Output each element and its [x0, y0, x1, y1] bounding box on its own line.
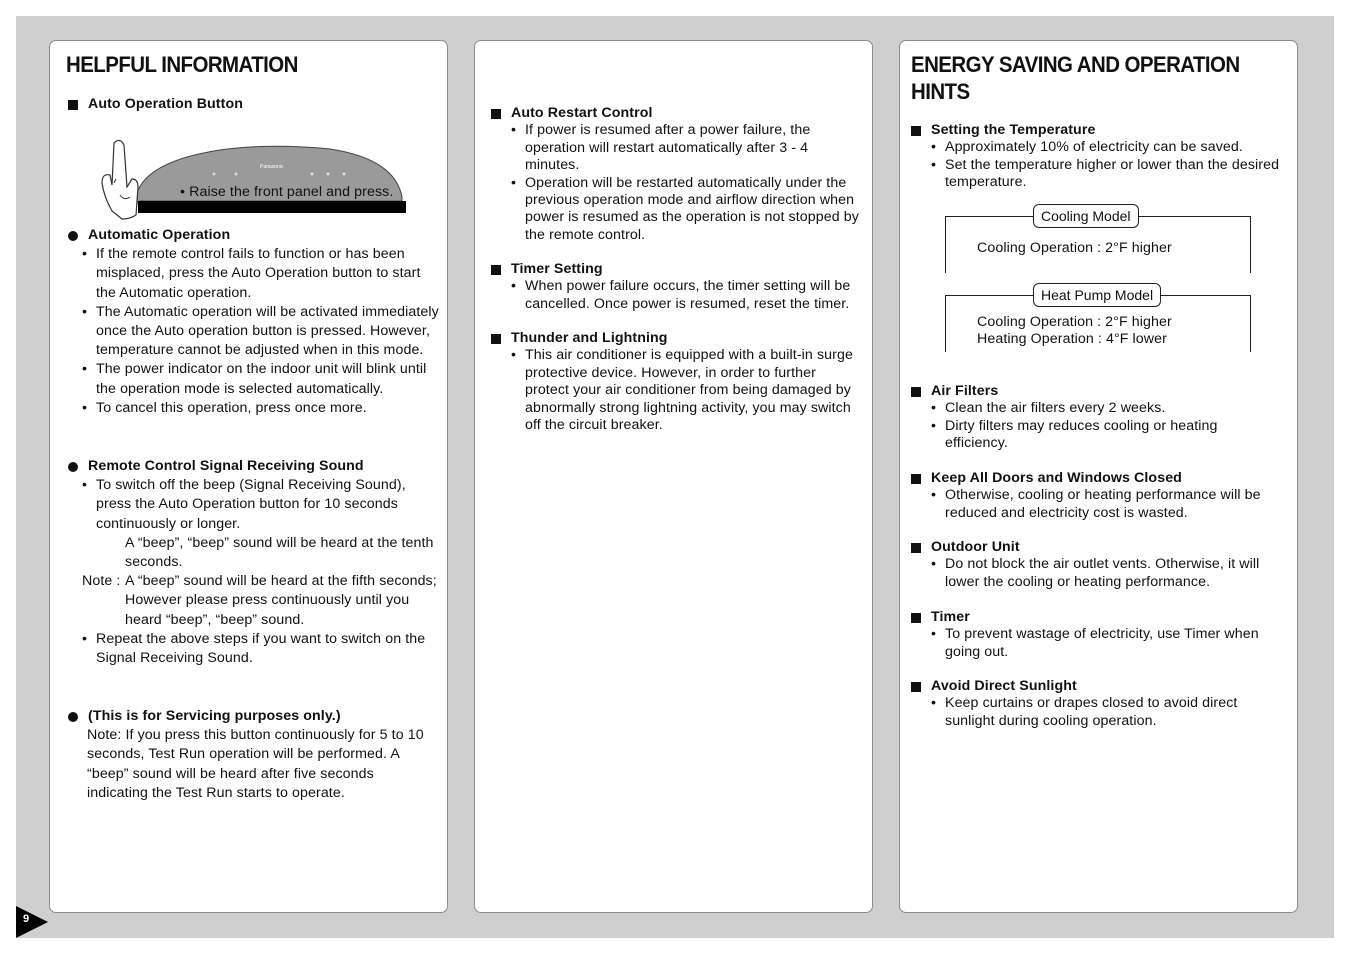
list-item: • Dirty filters may reduces cooling or heating efficiency. — [931, 417, 1218, 452]
list-item: • To cancel this operation, press once more. — [82, 399, 367, 416]
section-heading — [911, 678, 1283, 695]
list-item: • Keep curtains or drapes closed to avoid direct sunlight during cooling operation. — [931, 695, 1238, 729]
item-text: If power is resumed after a power failure, the operation will restart automatically after 3 - 4 minutes. — [525, 122, 811, 174]
cooling-model-label: Cooling Model — [1033, 204, 1139, 228]
heading-text: Air Filters — [931, 383, 999, 399]
section-heading — [911, 609, 1283, 626]
section-heading — [68, 95, 243, 114]
item-text: Approximately 10% of electricity can be saved. — [945, 139, 1243, 156]
square-bullet-icon — [68, 100, 78, 110]
list-item: • Otherwise, cooling or heating performance will be reduced and electricity cost is wasted. — [931, 487, 1261, 521]
round-bullet-icon — [68, 231, 78, 241]
servicing-section — [68, 707, 428, 803]
square-bullet-icon — [911, 682, 921, 692]
list-item: • The Automatic operation will be activated immediately once the Auto operation button is pressed. However, temperature cannot be adjusted when in this mode. — [82, 303, 439, 359]
list-item: • This air conditioner is equipped with a built-in surge protective device. However, in order to further protect your air conditioner from being damaged by abnormally strong lightning activity, you may switch off the circuit breaker. — [511, 347, 853, 434]
item-text: This air conditioner is equipped with a built-in surge protective device. However, in order to further protect your air conditioner from being damaged by abnormally strong lightning activity, you may switch off the circuit breaker. — [525, 347, 853, 434]
air-filters-section — [911, 383, 1283, 453]
auto-restart-section — [491, 105, 863, 244]
heading-text: Keep All Doors and Windows Closed — [931, 470, 1182, 486]
square-bullet-icon — [911, 474, 921, 484]
item-text: The Automatic operation will be activated immediately once the Auto operation button is pressed. However, temperature cannot be adjusted when in this mode. — [96, 303, 439, 359]
energy-saving-panel — [899, 40, 1298, 913]
list-item: • To prevent wastage of electricity, use Timer when going out. — [931, 626, 1259, 660]
note-text: A “beep” sound will be heard at the fifth seconds; — [125, 573, 437, 590]
direct-sunlight-section — [911, 678, 1283, 730]
list-item: • The power indicator on the indoor unit will blink until the operation mode is selected automatically. — [82, 361, 427, 397]
square-bullet-icon — [911, 543, 921, 553]
heading-text: Auto Operation Button — [88, 96, 243, 112]
section-heading — [491, 261, 863, 278]
round-bullet-icon — [68, 462, 78, 472]
heading-text: Automatic Operation — [88, 227, 231, 243]
item-text: To switch off the beep (Signal Receiving Sound), press the Auto Operation button for 10 seconds continuously or longer. — [96, 477, 406, 532]
list-item: • Approximately 10% of electricity can be saved. — [931, 139, 1243, 156]
item-text: To prevent wastage of electricity, use Timer when going out. — [945, 626, 1259, 660]
square-bullet-icon — [491, 109, 501, 119]
panel-title: HELPFUL INFORMATION — [66, 52, 298, 77]
timer-setting-section — [491, 261, 863, 313]
section-heading — [491, 105, 863, 122]
list-item: • To switch off the beep (Signal Receiving Sound), press the Auto Operation button for 10 seconds continuously or longer. — [82, 477, 406, 532]
heading-text: Auto Restart Control — [511, 105, 653, 121]
section-heading — [68, 707, 428, 726]
heading-text: Remote Control Signal Receiving Sound — [88, 458, 364, 474]
operation-notes-panel — [474, 40, 873, 913]
panel-title: ENERGY SAVING AND OPERATION HINTS — [911, 52, 1240, 104]
section-heading — [491, 330, 863, 347]
list-item: • If the remote control fails to function or has been misplaced, press the Auto Operation button to start the Automatic operation. — [82, 246, 421, 301]
item-text: Dirty filters may reduces cooling or heating efficiency. — [945, 417, 1218, 452]
page-number: 9 — [23, 913, 30, 925]
timer-section — [911, 609, 1283, 661]
illustration-caption: • Raise the front panel and press. — [180, 184, 394, 200]
square-bullet-icon — [911, 613, 921, 623]
heat-pump-model-label: Heat Pump Model — [1033, 283, 1161, 307]
note-text: However please press continuously until you heard “beep”, “beep” sound. — [125, 592, 410, 628]
square-bullet-icon — [491, 334, 501, 344]
heading-text: Timer Setting — [511, 261, 603, 277]
item-text: Keep curtains or drapes closed to avoid direct sunlight during cooling operation. — [945, 695, 1238, 729]
heading-text: (This is for Servicing purposes only.) — [88, 708, 341, 724]
section-heading — [911, 122, 1283, 139]
section-heading — [911, 470, 1283, 487]
cooling-model-text: Cooling Operation : 2°F higher — [977, 240, 1172, 256]
item-text: If the remote control fails to function or has been misplaced, press the Auto Operation button to start the Automatic operation. — [96, 246, 421, 301]
square-bullet-icon — [911, 126, 921, 136]
heading-text: Setting the Temperature — [931, 122, 1096, 138]
heading-text: Outdoor Unit — [931, 539, 1020, 555]
indent-text: A “beep”, “beep” sound will be heard at the tenth seconds. — [125, 534, 434, 571]
automatic-operation-section — [68, 226, 440, 418]
item-text: Clean the air filters every 2 weeks. — [945, 400, 1166, 417]
section-heading — [911, 383, 1283, 400]
item-text: Set the temperature higher or lower than the desired temperature. — [945, 156, 1280, 191]
square-bullet-icon — [911, 387, 921, 397]
item-text: To cancel this operation, press once more. — [96, 399, 367, 416]
heat-pump-cooling-line: Cooling Operation : 2°F higher — [977, 314, 1172, 330]
doors-windows-section — [911, 470, 1283, 522]
item-text: Repeat the above steps if you want to switch on the Signal Receiving Sound. — [96, 630, 426, 667]
note-block — [82, 572, 440, 630]
item-text: The power indicator on the indoor unit will blink until the operation mode is selected automatically. — [96, 361, 427, 397]
list-item: • Set the temperature higher or lower than the desired temperature. — [931, 156, 1280, 191]
list-item: • Repeat the above steps if you want to switch on the Signal Receiving Sound. — [82, 630, 426, 667]
setting-temperature-section — [911, 122, 1283, 192]
item-text: Do not block the air outlet vents. Otherwise, it will lower the cooling or heating performance. — [945, 556, 1260, 590]
heat-pump-model-text — [977, 314, 1172, 349]
page-number-tab — [16, 906, 48, 938]
helpful-information-panel — [49, 40, 448, 913]
section-heading — [68, 226, 440, 245]
section-heading — [911, 539, 1283, 556]
list-item: • Operation will be restarted automatically under the previous operation mode and airflow direction when power is resumed as the operation is not stopped by the remote control. — [511, 174, 859, 243]
auto-operation-button-illustration — [100, 135, 410, 225]
note-label: Note : — [82, 573, 121, 590]
brand-label: Panasonic — [260, 164, 284, 170]
list-item: • Clean the air filters every 2 weeks. — [931, 400, 1166, 417]
outdoor-unit-section — [911, 539, 1283, 591]
item-text: Operation will be restarted automatically under the previous operation mode and airflow direction when power is resumed as the operation is not stopped by the remote control. — [525, 174, 859, 243]
list-item: • Do not block the air outlet vents. Otherwise, it will lower the cooling or heating performance. — [931, 556, 1260, 590]
section-heading — [68, 457, 440, 476]
servicing-note: Note: If you press this button continuously for 5 to 10 seconds, Test Run operation will be performed. A “beep” sound will be heard after five seconds indicating the Test Run starts to operate. — [87, 727, 424, 801]
heat-pump-heating-line: Heating Operation : 4°F lower — [977, 331, 1167, 348]
remote-signal-sound-section — [68, 457, 440, 668]
item-text: When power failure occurs, the timer setting will be cancelled. Once power is resumed, reset the timer. — [525, 278, 851, 312]
heading-text: Timer — [931, 609, 970, 625]
square-bullet-icon — [491, 265, 501, 275]
heading-text: Avoid Direct Sunlight — [931, 678, 1077, 694]
heading-text: Thunder and Lightning — [511, 330, 668, 346]
thunder-lightning-section — [491, 330, 863, 434]
list-item: • If power is resumed after a power failure, the operation will restart automatically after 3 - 4 minutes. — [511, 122, 811, 174]
list-item: • When power failure occurs, the timer setting will be cancelled. Once power is resumed, reset the timer. — [511, 278, 851, 312]
item-text: Otherwise, cooling or heating performance will be reduced and electricity cost is wasted. — [945, 487, 1261, 521]
round-bullet-icon — [68, 712, 78, 722]
